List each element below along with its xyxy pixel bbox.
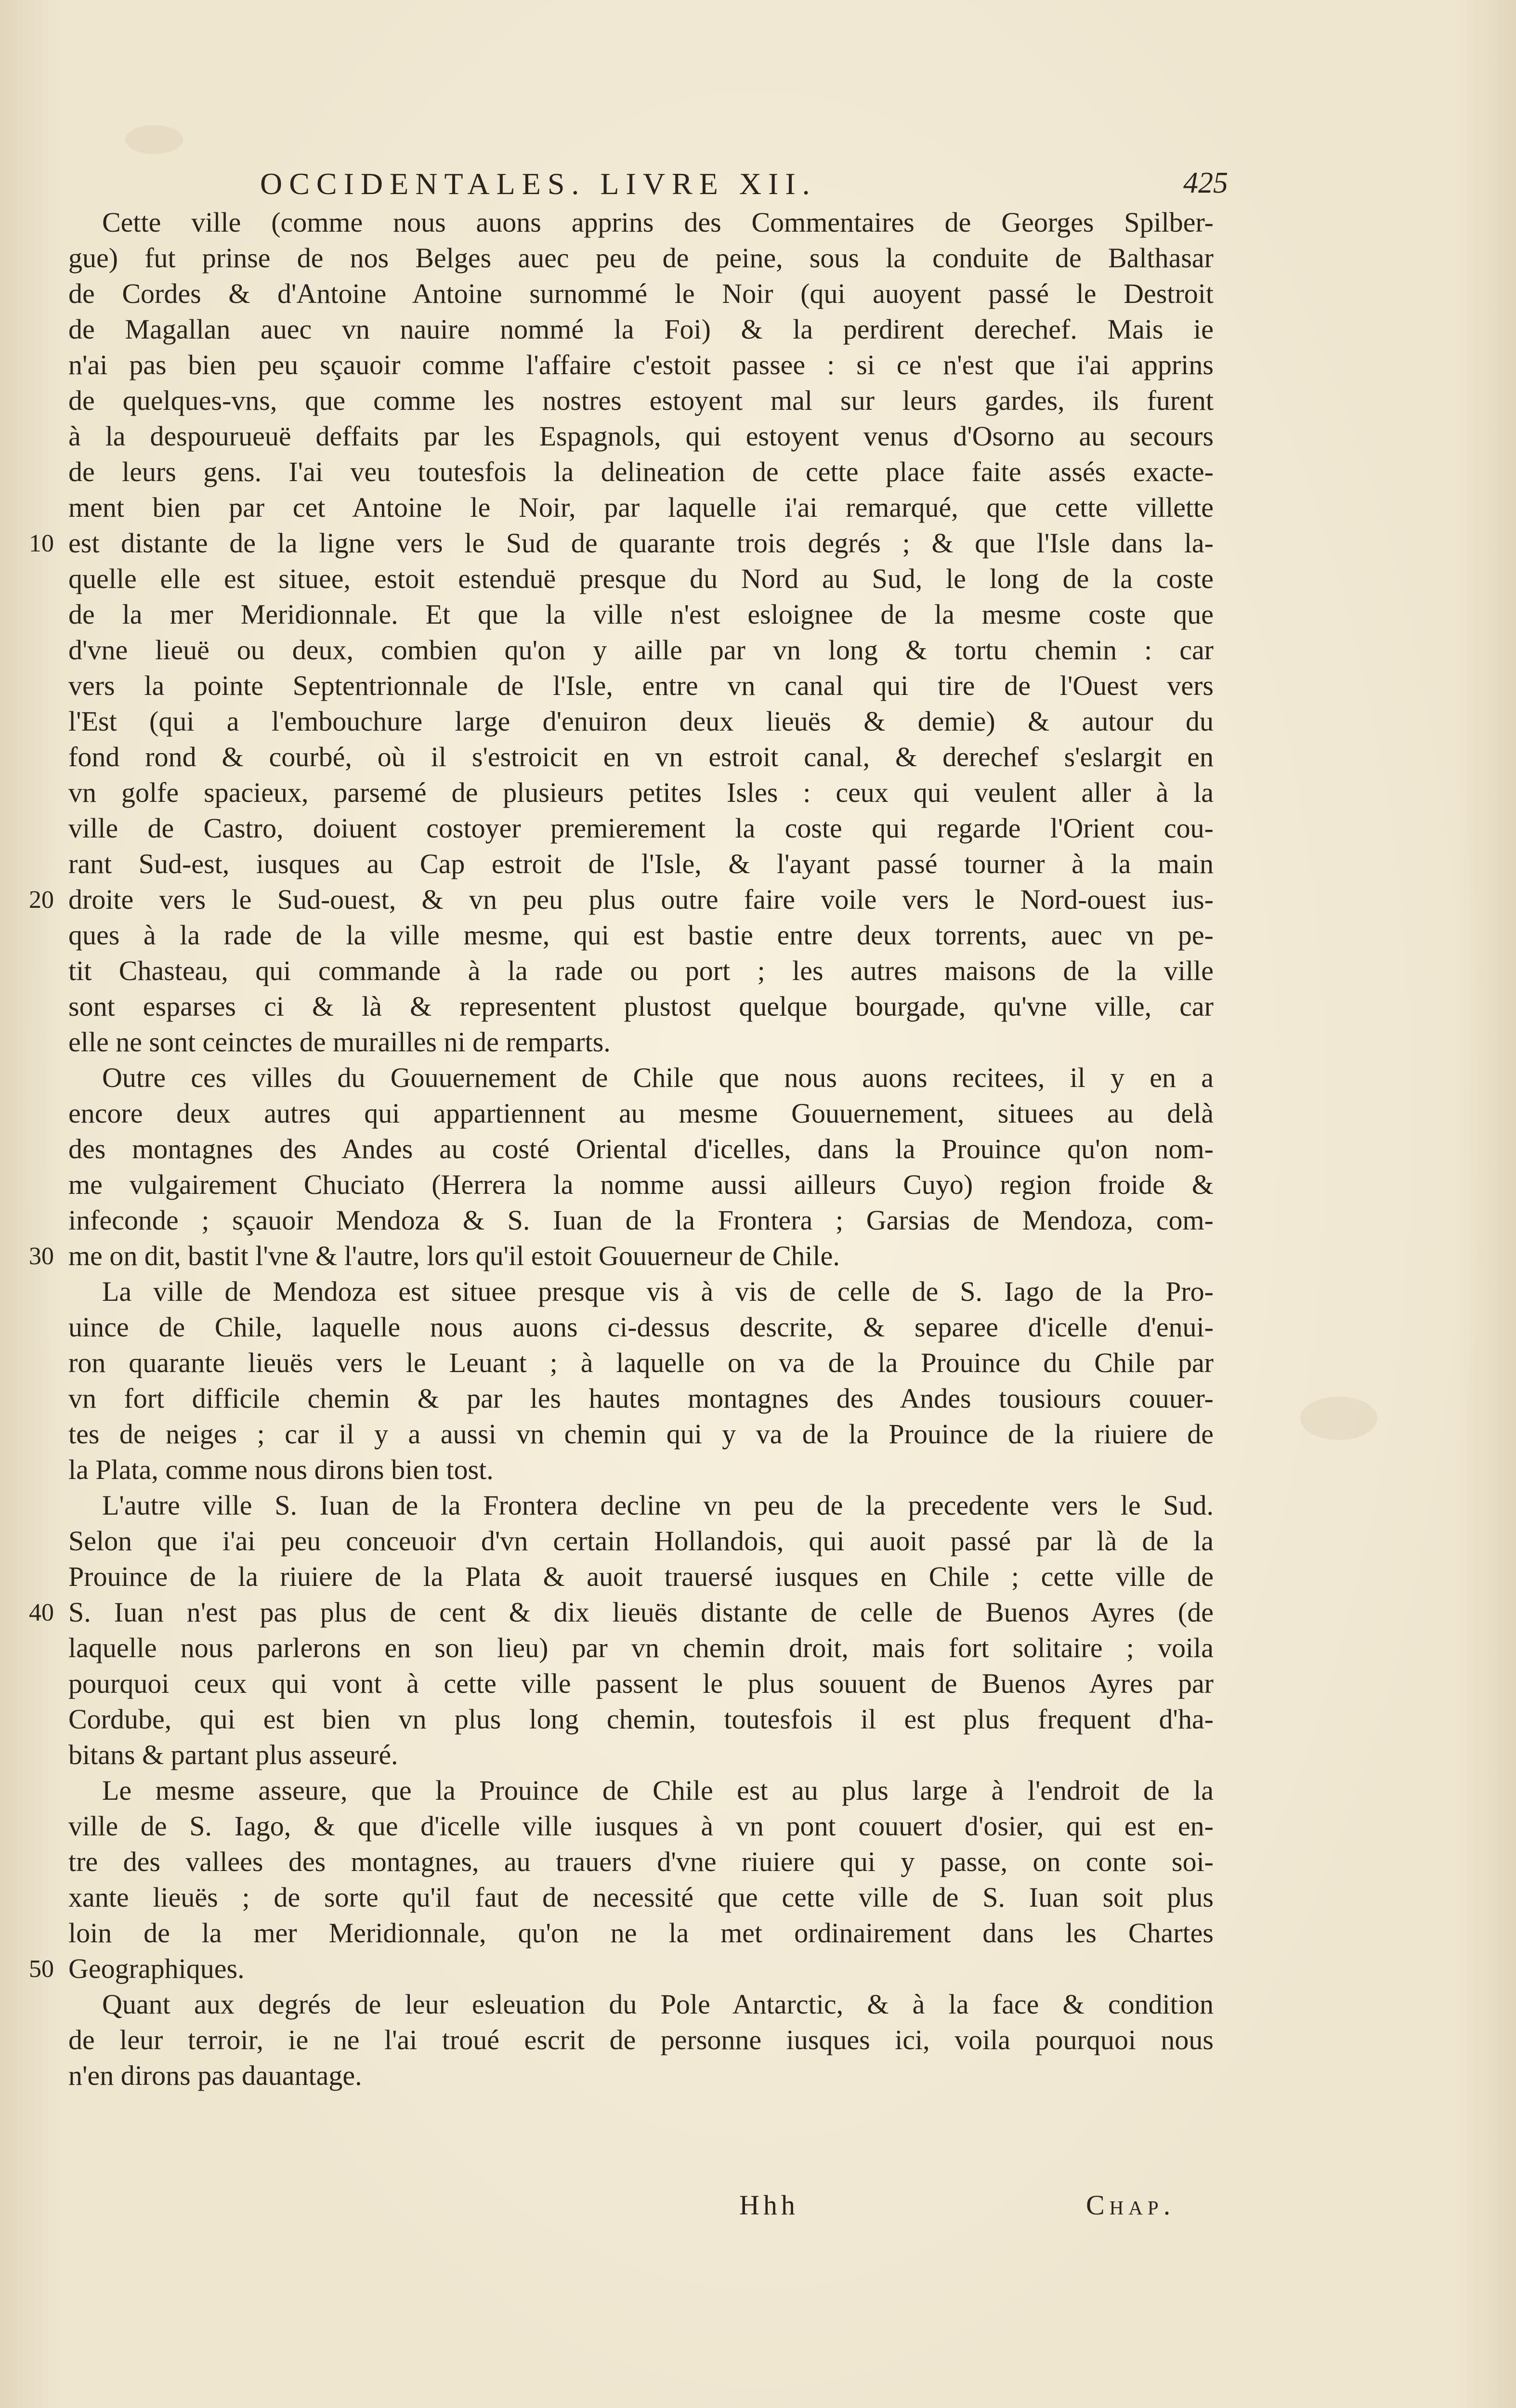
text-line: vn golfe spacieux, parsemé de plusieurs petites Isles : ceux qui veulent aller à la — [68, 777, 1214, 808]
margin-line-number-40: 40 — [29, 1599, 54, 1626]
page-header — [260, 166, 1228, 209]
text-line: xante lieuës ; de sorte qu'il faut de necessité que cette ville de S. Iuan soit plus — [68, 1882, 1214, 1913]
page-footer — [0, 2189, 1516, 2227]
text-line: Le mesme asseure, que la Prouince de Chile est au plus large à l'endroit de la — [102, 1775, 1214, 1806]
catchword: Chap. — [1086, 2189, 1176, 2221]
text-line: tes de neiges ; car il y a aussi vn chemin qui y va de la Prouince de la riuiere de — [68, 1418, 1214, 1450]
text-line: ville de Castro, doiuent costoyer premierement la coste qui regarde l'Orient cou- — [68, 812, 1214, 844]
text-line: infeconde ; sçauoir Mendoza & S. Iuan de la Frontera ; Garsias de Mendoza, com- — [68, 1204, 1214, 1236]
text-line: gue) fut prinse de nos Belges auec peu de peine, sous la conduite de Balthasar — [68, 242, 1214, 274]
text-line: tre des vallees des montagnes, au trauers d'vne riuiere qui y passe, on conte soi- — [68, 1846, 1214, 1877]
text-line: à la despourueuë deffaits par les Espagnols, qui estoyent venus d'Osorno au secours — [68, 420, 1214, 452]
text-line: de quelques-vns, que comme les nostres estoyent mal sur leurs gardes, ils furent — [68, 385, 1214, 416]
text-line: uince de Chile, laquelle nous auons ci-dessus descrite, & separee d'icelle d'enui- — [68, 1311, 1214, 1343]
text-line: quelle elle est situee, estoit estenduë presque du Nord au Sud, le long de la coste — [68, 563, 1214, 594]
text-line: elle ne sont ceinctes de murailles ni de remparts. — [68, 1026, 611, 1058]
text-line: bitans & partant plus asseuré. — [68, 1739, 398, 1770]
text-line: n'en dirons pas dauantage. — [68, 2060, 362, 2091]
text-line: vers la pointe Septentrionnale de l'Isle, entre vn canal qui tire de l'Ouest vers — [68, 670, 1214, 701]
text-line: vn fort difficile chemin & par les hautes montagnes des Andes tousiours couuer- — [68, 1383, 1214, 1414]
text-line: l'Est (qui a l'embouchure large d'enuiron deux lieuës & demie) & autour du — [68, 706, 1214, 737]
text-line: ment bien par cet Antoine le Noir, par laquelle i'ai remarqué, que cette villette — [68, 492, 1214, 523]
text-line: La ville de Mendoza est situee presque vis à vis de celle de S. Iago de la Pro- — [102, 1276, 1214, 1307]
margin-line-number-20: 20 — [29, 886, 54, 914]
text-line: pourquoi ceux qui vont à cette ville passent le plus souuent de Buenos Ayres par — [68, 1668, 1214, 1699]
margin-line-number-10: 10 — [29, 530, 54, 557]
text-line: Geographiques. — [68, 1953, 245, 1984]
text-line: laquelle nous parlerons en son lieu) par vn chemin droit, mais fort solitaire ; voila — [68, 1632, 1214, 1663]
text-line: de la mer Meridionnale. Et que la ville n'est esloignee de la mesme coste que — [68, 599, 1214, 630]
text-line: fond rond & courbé, où il s'estroicit en vn estroit canal, & derechef s'eslargit en — [68, 741, 1214, 772]
text-line: de leurs gens. I'ai veu toutesfois la delineation de cette place faite assés exacte- — [68, 456, 1214, 487]
text-line: Outre ces villes du Gouuernement de Chile que nous auons recitees, il y en a — [102, 1062, 1214, 1093]
text-line: encore deux autres qui appartiennent au mesme Gouuernement, situees au delà — [68, 1098, 1214, 1129]
signature-mark: Hhh — [739, 2189, 799, 2221]
text-line: Prouince de la riuiere de la Plata & auoit trauersé iusques en Chile ; cette ville de — [68, 1561, 1214, 1592]
text-line: rant Sud-est, iusques au Cap estroit de l'Isle, & l'ayant passé tourner à la main — [68, 848, 1214, 879]
text-line: de Cordes & d'Antoine Antoine surnommé le Noir (qui auoyent passé le Destroit — [68, 278, 1214, 309]
text-line: Quant aux degrés de leur esleuation du Pole Antarctic, & à la face & condition — [102, 1989, 1214, 2020]
text-line: L'autre ville S. Iuan de la Frontera decline vn peu de la precedente vers le Sud. — [102, 1490, 1214, 1521]
margin-line-number-50: 50 — [29, 1955, 54, 1983]
text-line: d'vne lieuë ou deux, combien qu'on y aille par vn long & tortu chemin : car — [68, 634, 1214, 666]
text-line: me vulgairement Chuciato (Herrera la nomme aussi ailleurs Cuyo) region froide & — [68, 1169, 1214, 1200]
body-text — [68, 205, 1214, 2094]
text-line: ron quarante lieuës vers le Leuant ; à laquelle on va de la Prouince du Chile par — [68, 1347, 1214, 1378]
margin-line-number-30: 30 — [29, 1243, 54, 1270]
text-line: ville de S. Iago, & que d'icelle ville iusques à vn pont couuert d'osier, qui est en- — [68, 1810, 1214, 1842]
paper-stain — [1300, 1397, 1377, 1440]
text-line: Selon que i'ai peu conceuoir d'vn certain Hollandois, qui auoit passé par là de la — [68, 1525, 1214, 1557]
paper-stain — [125, 125, 183, 154]
page-number: 425 — [1183, 167, 1228, 199]
text-line: de Magallan auec vn nauire nommé la Foi) & la perdirent derechef. Mais ie — [68, 314, 1214, 345]
text-line: S. Iuan n'est pas plus de cent & dix lieuës distante de celle de Buenos Ayres (de — [68, 1597, 1214, 1628]
text-line: sont esparses ci & là & representent plustost quelque bourgade, qu'vne ville, car — [68, 991, 1214, 1022]
text-line: n'ai pas bien peu sçauoir comme l'affaire c'estoit passee : si ce n'est que i'ai apprins — [68, 349, 1214, 380]
text-line: Cette ville (comme nous auons apprins des Commentaires de Georges Spilber- — [102, 207, 1214, 238]
text-line: la Plata, comme nous dirons bien tost. — [68, 1454, 494, 1485]
text-line: ques à la rade de la ville mesme, qui est bastie entre deux torrents, auec vn pe- — [68, 919, 1214, 951]
text-line: droite vers le Sud-ouest, & vn peu plus outre faire voile vers le Nord-ouest ius- — [68, 884, 1214, 915]
text-line: de leur terroir, ie ne l'ai troué escrit de personne iusques ici, voila pourquoi nous — [68, 2024, 1214, 2055]
text-line: Cordube, qui est bien vn plus long chemin, toutesfois il est plus frequent d'ha- — [68, 1703, 1214, 1735]
text-line: est distante de la ligne vers le Sud de quarante trois degrés ; & que l'Isle dans la- — [68, 527, 1214, 559]
running-title: OCCIDENTALES. LIVRE XII. — [260, 167, 817, 201]
text-line: tit Chasteau, qui commande à la rade ou port ; les autres maisons de la ville — [68, 955, 1214, 986]
text-line: loin de la mer Meridionnale, qu'on ne la met ordinairement dans les Chartes — [68, 1917, 1214, 1949]
text-line: me on dit, bastit l'vne & l'autre, lors qu'il estoit Gouuerneur de Chile. — [68, 1240, 840, 1271]
text-line: des montagnes des Andes au costé Oriental d'icelles, dans la Prouince qu'on nom- — [68, 1133, 1214, 1165]
